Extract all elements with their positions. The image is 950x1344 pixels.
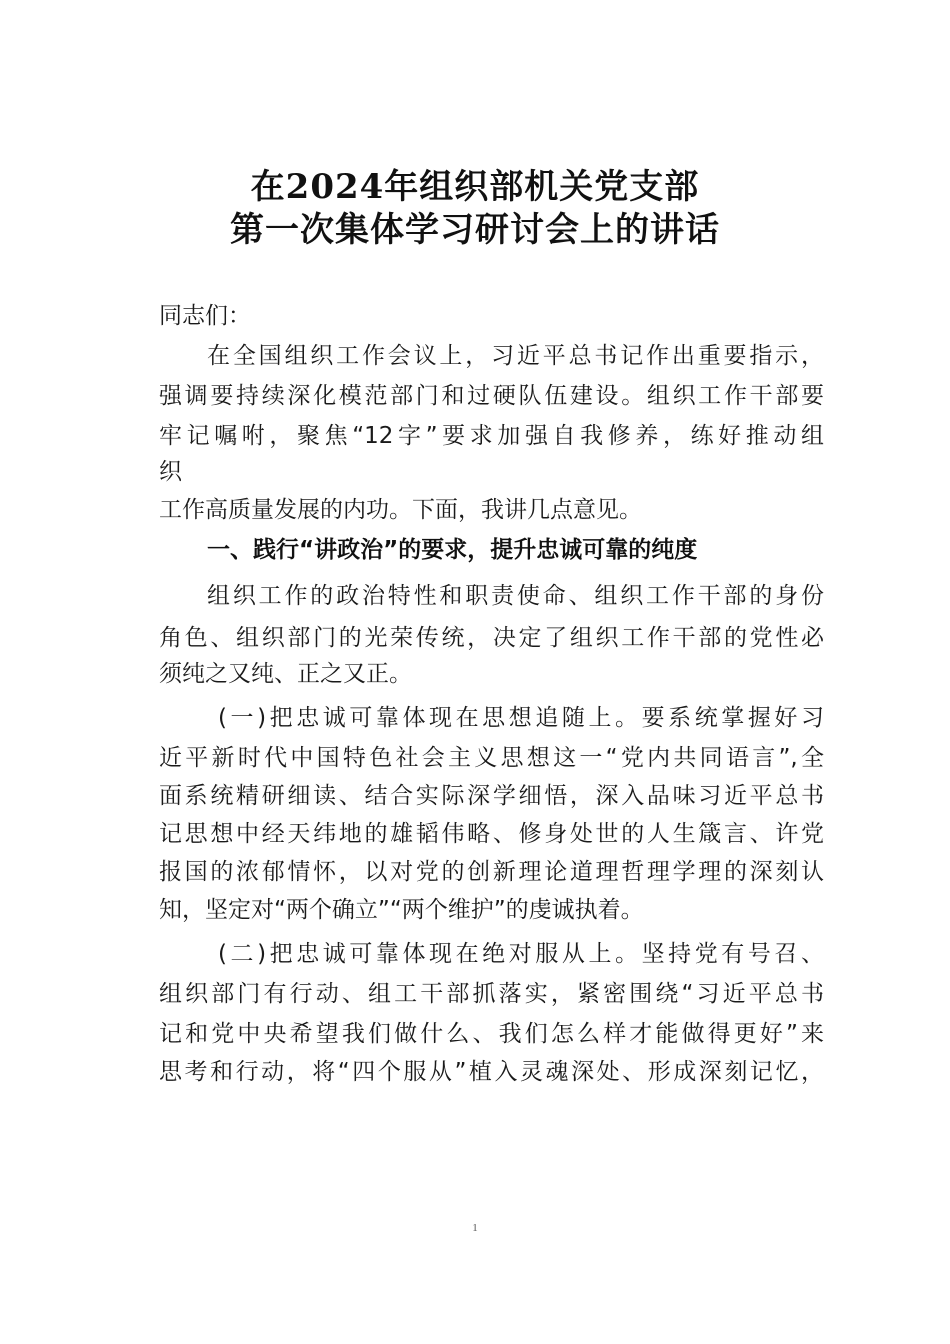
intro-line: 工作高质量发展的内功。下面，我讲几点意见。 [159, 497, 642, 523]
section-heading: 一、践行“讲政治”的要求，提升忠诚可靠的纯度 [207, 537, 698, 563]
section-paragraph-line: 组织工作的政治特性和职责使命、组织工作干部的身份 [207, 583, 824, 609]
subsection-line: 思考和行动，将“四个服从”植入灵魂深处、形成深刻记忆， [159, 1059, 824, 1085]
document-title-line-2: 第一次集体学习研讨会上的讲话 [230, 210, 720, 250]
intro-line: 牢记嘱咐，聚焦“12字”要求加强自我修养，练好推动组 [159, 423, 824, 449]
subsection-line: 记和党中央希望我们做什么、我们怎么样才能做得更好”来 [159, 1021, 824, 1047]
salutation: 同志们： [159, 303, 251, 329]
intro-line: 织 [159, 459, 182, 485]
subsection-line: 近平新时代中国特色社会主义思想这一“党内共同语言”,全 [159, 745, 824, 771]
subsection-line: 组织部门有行动、组工干部抓落实，紧密围绕“习近平总书 [159, 981, 824, 1007]
subsection-line: 面系统精研细读、结合实际深学细悟，深入品味习近平总书 [159, 783, 824, 809]
intro-line: 在全国组织工作会议上，习近平总书记作出重要指示， [207, 343, 824, 369]
section-paragraph-line: 须纯之又纯、正之又正。 [159, 661, 412, 687]
intro-line: 强调要持续深化模范部门和过硬队伍建设。组织工作干部要 [159, 383, 824, 409]
subsection-line: 报国的浓郁情怀，以对党的创新理论道理哲理学理的深刻认 [159, 859, 824, 885]
document-title-line-1: 在2024年组织部机关党支部 [250, 167, 700, 207]
subsection-line: 知，坚定对“两个确立”“两个维护”的虔诚执着。 [159, 897, 644, 923]
page-number: 1 [472, 1222, 478, 1234]
subsection-line: 记思想中经天纬地的雄韬伟略、修身处世的人生箴言、许党 [159, 821, 824, 847]
section-paragraph-line: 角色、组织部门的光荣传统，决定了组织工作干部的党性必 [159, 625, 824, 651]
subsection-line: (二)把忠诚可靠体现在绝对服从上。坚持党有号召、 [218, 941, 824, 967]
subsection-line: (一)把忠诚可靠体现在思想追随上。要系统掌握好习 [218, 705, 824, 731]
